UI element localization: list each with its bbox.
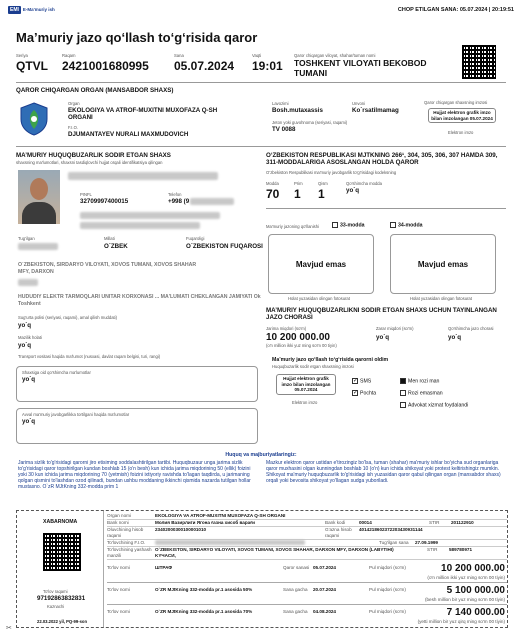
lawyer-checkbox[interactable] xyxy=(400,402,406,408)
offender-citizenship: O`ZBEK xyxy=(104,243,128,250)
other-penalty-value: yo`q xyxy=(448,334,462,341)
slip-bank-code-label: Bank kodi xyxy=(325,520,346,525)
offender-workplace: HUDUDIY ELEKTR TARMOQLARI UNITAR KORXONASI ... MA'LUMATI CHEKLANGAN JAMIYATI Ok xyxy=(18,294,261,300)
nationality-label: Fuqaroligi xyxy=(186,236,205,241)
option-label: Ma'muriy jazoning qo'llanishi xyxy=(266,224,320,229)
series-label: Seriya xyxy=(16,53,28,58)
slip-footer-code: 22.03.2022 yil, PQ-99-son xyxy=(37,619,88,624)
sms-checkbox[interactable]: ✓ xyxy=(353,378,359,384)
rank-label: Unvoni xyxy=(352,101,366,106)
row-type: O`ZR MJtKning 332-modda pr.1 asosida 50% xyxy=(155,587,253,592)
penalty-heading: MA’MURIY HUQUQBUZARLIKNI SODIR ETGAN SHAXS UCHUN TAYINLANGAN JAZO CHORASI xyxy=(266,307,497,321)
disagree-label: Rozi emasman xyxy=(408,390,443,397)
logo-text: E-Ma'muriy ish xyxy=(22,7,55,12)
option-33[interactable] xyxy=(332,222,365,228)
slip-bank: Молия Вазирлиги Ягона ғазна хисоб варағи xyxy=(155,520,255,525)
slip-birth-label: Tug'ilgan sana xyxy=(379,540,409,545)
previous-label: Avval ma'muriy javobgarlikka tortilgani haqida ma'lumotlar xyxy=(22,412,130,417)
damage-value: yo`q xyxy=(376,334,390,341)
payment-slip xyxy=(16,510,508,628)
extra-info-value: yo`q xyxy=(22,376,36,383)
fine-words: (o'n million ikki yuz ming so'm 00 tiyin) xyxy=(266,343,337,348)
previous-box xyxy=(16,408,258,444)
officer-e-signature: Hujjat elektron grafik imzo bilan imzolangan 05.07.2024 xyxy=(428,108,496,123)
row-words: (yetti million bir yuz qirq ming so'm 00 tiyin) xyxy=(417,619,505,624)
qr-code xyxy=(462,45,496,79)
lawyer-label: Advokat xizmat foydalandi xyxy=(408,402,469,409)
offender-e-signature: Hujjat elektron grafik imzo bilan imzolangan 05.07.2024 xyxy=(276,374,336,395)
birth-label: Tug'ilgan xyxy=(18,236,35,241)
emblem-icon xyxy=(20,102,48,136)
offender-address: O`ZBEKISTON, SIRDARYO VILOYATI, XOVOS TUMANI, XOVOS SHAHAR xyxy=(18,262,197,268)
time-label: Vaqti xyxy=(252,53,262,58)
pinfl-label: PINFL xyxy=(80,192,92,197)
fine-label: Jarima miqdori (so'm) xyxy=(266,326,307,331)
agree-label: Men rozi man xyxy=(408,378,440,385)
option-34-label: 34-modda xyxy=(398,222,423,229)
region-value: TOSHKENT VILOYATI BEKOBOD TUMANI xyxy=(294,58,427,78)
number-value: 2421001680995 xyxy=(62,59,149,73)
series-value: QTVL xyxy=(16,59,48,73)
officer-rank: Ko`rsatilmamag xyxy=(352,107,399,114)
offender-subtitle: shaxsning ma'lumotlari, shaxsni tasdiqlovchi hujjat orqali identifikatsiya qilingan xyxy=(16,160,163,165)
offender-sign-caption: Elektron imzo xyxy=(292,400,318,405)
fio-label: F.I.O. xyxy=(68,125,79,130)
sign-label: Qaror chiqargan shaxsning imzosi xyxy=(424,100,488,105)
number-label: Raqam xyxy=(62,53,76,58)
slip-stir-label: STIR xyxy=(427,547,438,552)
part-value: 1 xyxy=(294,187,301,201)
offender-nationality: O`ZBEKISTON FUQAROSI xyxy=(186,243,263,250)
logo-icon: EMI xyxy=(10,6,19,13)
slip-treasury: 4014218602372203430931144 xyxy=(359,527,423,532)
row-sum-label: Pul miqdori (so'm) xyxy=(369,587,406,592)
row-type-label: To'lov nomi xyxy=(107,587,130,592)
row-sum: 7 140 000.00 xyxy=(446,607,505,618)
checkbox-34[interactable] xyxy=(390,222,396,228)
notify-sms[interactable] xyxy=(352,378,371,384)
slip-birth: 27.09.1999 xyxy=(415,540,438,545)
offender-photo xyxy=(18,170,60,224)
slip-org: EKOLOGIYA VA ATROF-MUXITNI MUXOFAZA Q-SH ORGANI xyxy=(155,513,286,518)
photo-box-left xyxy=(268,234,374,294)
slip-inn: 201122910 xyxy=(451,520,474,525)
organ-section-title: QAROR CHIQARGAN ORGAN (MANSABDOR SHAXS) xyxy=(16,87,174,94)
article-value: 70 xyxy=(266,187,280,201)
slip-payer-fio-label: To'lovchining F.I.O. xyxy=(107,540,146,545)
slip-account: 97192863832831 xyxy=(37,595,86,602)
notice-sub: Huquqbuzarlik sodir etgan shaxsning imzosi xyxy=(272,364,354,369)
row-sum: 10 200 000.00 xyxy=(441,563,505,574)
law-sub: O‘zbekiston Respublikasi ma'muriy javobgarlik to'g'risidagi kodeksning xyxy=(266,170,397,175)
previous-value: yo`q xyxy=(22,418,36,425)
officer-badge: TV 0088 xyxy=(272,126,296,133)
row-date-label: Sana gacha xyxy=(283,609,308,614)
notice-label: Ma’muriy jazo qo‘llash to‘g‘risida qarorni oldim xyxy=(272,357,389,363)
officer-fio: DJUMANTAYEV NURALI MAXMUDOVICH xyxy=(68,131,189,138)
insurance-value: yo`q xyxy=(18,322,32,329)
phone-label: Telefon xyxy=(168,192,182,197)
slip-org-label: Organ nomi xyxy=(107,513,132,518)
extra-info-label: Shaxsiga oid qo'shimcha ma'lumotlar xyxy=(22,370,91,375)
lawyer-option[interactable] xyxy=(400,402,468,408)
item-label: Qism xyxy=(318,181,328,186)
scissors-icon: ✂ xyxy=(6,625,12,632)
slip-bank-label: Bank nomi xyxy=(107,520,129,525)
damage-label: Zarar miqdori (so'm) xyxy=(376,326,414,331)
date-value: 05.07.2024 xyxy=(174,59,235,73)
agree-checkbox[interactable] xyxy=(400,378,406,384)
photo-box-right xyxy=(390,234,496,294)
offender-pinfl: 32709997400015 xyxy=(80,198,129,205)
disagree-checkbox[interactable] xyxy=(400,390,406,396)
slip-recipient-acc-label: Oluvchining hisob raqami xyxy=(107,527,144,538)
offender-phone: +998 (9 xyxy=(168,198,190,205)
agree-option[interactable] xyxy=(400,378,439,384)
row-type: O`ZR MJtKning 332-modda pr.1 asosida 70% xyxy=(155,609,253,614)
slip-payer-addr-label: To'lovchining yashash manzili xyxy=(107,547,152,558)
slip-payer-addr: O`ZBEKISTON, SIRDARYO VILOYATI, XOVOS TUMANI, XOVOS SHAHAR, DARXON MFY, DARXON (LABYTIHI) KYЧAСИ, xyxy=(155,547,394,558)
other-penalty-label: Qo'shimcha jazo chorasi xyxy=(448,326,494,331)
payment-row-1 xyxy=(107,585,507,605)
payment-row-0 xyxy=(107,563,507,583)
issue-date: CHOP ETILGAN SANA: 05.07.2024 | 20:19:51 xyxy=(397,7,514,13)
fine-value: 10 200 000.00 xyxy=(266,332,330,343)
app-logo xyxy=(8,5,55,14)
badge-label: Jeton yoki guvohnoma (seriyasi, raqami) xyxy=(272,120,348,125)
row-type: ШТРАФ xyxy=(155,565,173,570)
row-sum: 5 100 000.00 xyxy=(446,585,505,596)
option-33-label: 33-modda xyxy=(340,222,365,229)
article-label: Modda xyxy=(266,181,279,186)
row-date-label: Qaror sanasi xyxy=(283,565,310,570)
position-label: Lavozimi xyxy=(272,101,289,106)
slip-treasury-label: G'azna hisob raqami xyxy=(325,527,352,538)
slip-inn-label: STIR xyxy=(429,520,440,525)
row-date: 04.08.2024 xyxy=(313,609,336,614)
row-type-label: To'lov nomi xyxy=(107,609,130,614)
slip-qr-code xyxy=(43,533,81,571)
slip-cashier-label: Kaznachi xyxy=(47,604,65,609)
slip-title: XABARNOMA xyxy=(43,519,78,525)
row-words: (besh million bir yuz ming so'm 00 tiyin) xyxy=(424,597,505,602)
slip-recipient-acc: 23402000300100001010 xyxy=(155,527,207,532)
mail-checkbox[interactable]: ✓ xyxy=(353,390,359,396)
property-value: yo`q xyxy=(18,342,32,349)
insurance-label: Sug'urta polisi (seriyasi, raqami), amal qilish muddati) xyxy=(18,315,118,320)
sms-label: SMS xyxy=(360,378,372,385)
disagree-option[interactable] xyxy=(400,390,443,396)
rights-right: Mazkur elektron qaror ustidan e'tirozingiz bo'lsa, tuman (shahar) ma'muriy ishlar bo'yicha sud organlariga qaror muxhasini olgan kunningdan boshlab 10 (o'n) kun ichida shikoyat yoki protest keltirishingiz mumkin. Shikoyat ma'muriy huquqbuzarlik to'g'risidagi ish yuzasidan qaror qabul qilingan organ (mansabdor shaxs) orqali yoki bevosita shikoyat yo'llagan sudga yuboriladi. xyxy=(266,460,501,484)
slip-account-label: To'lov raqami xyxy=(43,589,68,594)
row-sum-label: Pul miqdori (so'm) xyxy=(369,609,406,614)
row-date: 20.07.2024 xyxy=(313,587,336,592)
row-date-label: Sana gacha xyxy=(283,587,308,592)
offender-address-2: MFY, DARXON xyxy=(18,269,54,275)
offender-section-title: MA’MURIY HUQUQBUZARLIK SODIR ETGAN SHAXS xyxy=(16,152,171,159)
page-title: Ma’muriy jazo qo‘llash to‘g‘risida qaror xyxy=(16,30,258,45)
rights-heading: Huquq va majburiyatlaringiz: xyxy=(225,452,297,458)
extra-article-value: yo`q xyxy=(346,187,360,194)
row-sum-label: Pul miqdori (so'm) xyxy=(369,565,406,570)
time-value: 19:01 xyxy=(252,59,283,73)
offender-workplace-2: Toshkent xyxy=(18,301,41,307)
mail-label: Pochta xyxy=(360,390,377,397)
organ-name: EKOLOGIYA VA ATROF-MUXITNI MUXOFAZA Q-SH ORGANI xyxy=(68,107,218,121)
notify-mail[interactable] xyxy=(352,390,376,396)
checkbox-33[interactable] xyxy=(332,222,338,228)
extra-article-label: Qo'shimcha modda xyxy=(346,181,382,186)
property-label: Mazilik holati xyxy=(18,335,42,340)
citizenship-label: Millati xyxy=(104,236,115,241)
photo-right-text: Mavjud emas xyxy=(417,259,469,269)
officer-position: Bosh.mutaxassis xyxy=(272,107,323,114)
organ-label: Organ xyxy=(68,101,80,106)
sign-caption: Elektron imzo xyxy=(448,130,474,135)
row-words: (o'n million ikki yuz ming so'm 00 tiyin) xyxy=(427,575,505,580)
slip-bank-code: 00014 xyxy=(359,520,372,525)
transport-label: Transport vositasi haqida ma'lumot (nusxasi, davlat raqam belgisi, turi, rangi) xyxy=(18,354,161,359)
row-type-label: To'lov nomi xyxy=(107,565,130,570)
item-value: 1 xyxy=(318,187,325,201)
row-date: 05.07.2024 xyxy=(313,565,336,570)
rights-left: Jarima sizlik to'g'risidagi qarorni jiro etisiming soddalashtirilgan tartibi. Huquqbuzaur unga jarima sizlik to'g'risidagi qaror topshirilgan kundan boshlab 15 (o'n besh) kun ichida jarima miqdorining 50 (ellik) foizini yoki 30 kun ichida jarima miqdorining 70 (yetmish) foizini ixtiyoriy ravishda to'lagan taqdirda, u jarimaning qolgan qismini to'lashdan ozod qilinadi, bundan ushbu moddaning ikkinchi qismida nazarda tutilgan hollar mustasno. O`zR MJtKning 332-modda prim 1 xyxy=(18,460,251,490)
photo-left-text: Mavjud emas xyxy=(295,259,347,269)
law-heading: O‘ZBEKISTON RESPUBLIKASI MJTKNING 266¹, 304, 305, 306, 307 HAMDA 309, 311-MODDALARIGA ASOSLANGAN HOLDA QAROR xyxy=(266,152,498,166)
payment-row-2 xyxy=(107,607,507,627)
date-label: Sana xyxy=(174,53,184,58)
photo-left-caption: Holat yuzasidan olingan fotosurat xyxy=(288,296,350,301)
photo-right-caption: Holat yuzasidan olingan fotosurat xyxy=(410,296,472,301)
part-label: Prim xyxy=(294,181,303,186)
option-34[interactable] xyxy=(390,222,423,228)
extra-info-box xyxy=(16,366,258,402)
slip-stir: 589780971 xyxy=(449,547,472,552)
region-label: Qaror chiqargan viloyat, shahar/tuman nomi xyxy=(294,53,376,58)
